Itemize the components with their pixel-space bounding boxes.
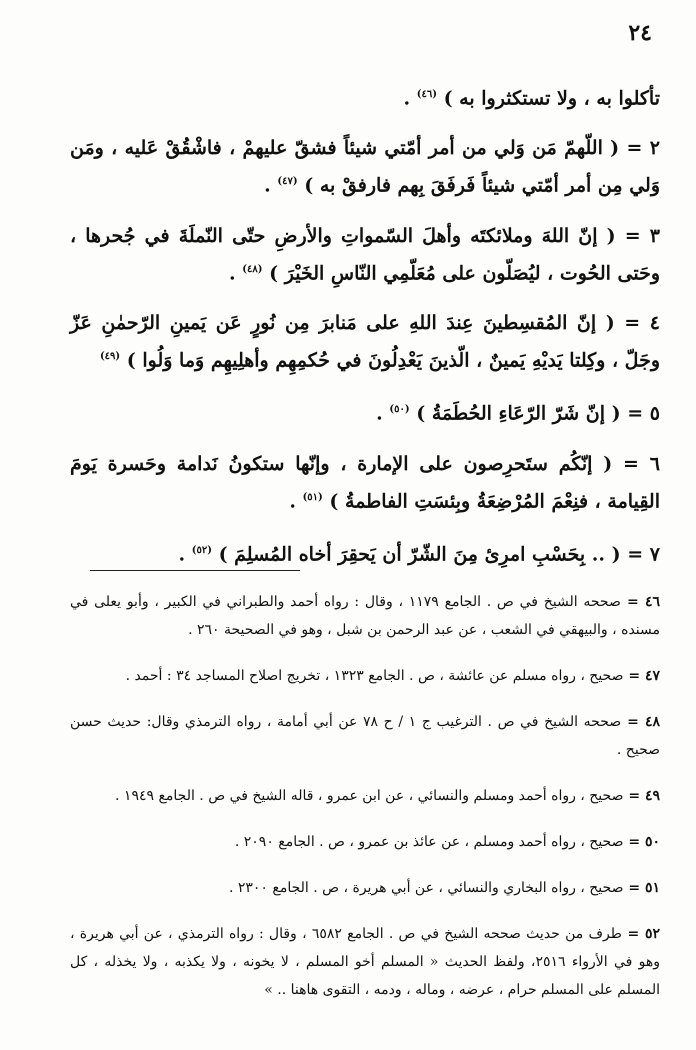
- hadith-number: ٦ =: [612, 452, 661, 475]
- footnote-text: صححه الشيخ في ص . الجامع ١١٧٩ ، وقال : رواه أحمد والطبراني في الكبير ، وأبو يعلى في مسنده ، والبيهقي في الشعب ، عن عبد الرحمن بن شبل ، وهو في الصحيحة ٢٦٠ .: [70, 594, 660, 638]
- footnote-number: ٥١ =: [623, 880, 660, 896]
- hadith-list: [70, 78, 660, 587]
- footnote: [70, 920, 660, 1004]
- footnote-text: صحيح ، رواه أحمد ومسلم ، عن عائذ بن عمرو ، ص . الجامع ٢٠٩٠ .: [234, 834, 624, 850]
- hadith-end: .: [229, 261, 243, 284]
- footnote-text: صحيح ، رواه مسلم عن عائشة ، ص . الجامع ١٣٢٣ ، تخريج اصلاح المساجد ٣٤ : أحمد .: [125, 668, 624, 684]
- hadith-end: .: [403, 87, 417, 110]
- footnote-divider: [90, 570, 300, 571]
- hadith-text: ( إنّ اللهَ وملائكتَه وأهلَ السّمواتِ والأرضِ حتّى النّملَةَ في جُحرها ، وحَتى الحُوت ، ليُصَلّون على مُعَلّمِي النّاسِ الخَيْرَ ): [70, 224, 660, 284]
- hadith-paragraph: [70, 219, 660, 290]
- book-page: [70, 18, 660, 1038]
- footnote-text: صحيح ، رواه البخاري والنسائي ، عن أبي هريرة ، ص . الجامع ٢٣٠٠ .: [228, 880, 624, 896]
- hadith-paragraph: [70, 78, 660, 115]
- footnote-ref[interactable]: (٤٩): [99, 350, 121, 362]
- footnote-ref[interactable]: (٥١): [302, 491, 323, 503]
- footnote: [70, 782, 660, 810]
- hadith-text: ( .. بِحَسْبِ امرِئ مِنَ الشّرّ أن يَحقِرَ أخاه المُسلِمَ ): [218, 543, 621, 566]
- footnote-ref[interactable]: (٤٦): [416, 89, 437, 100]
- footnote-text: صحيح ، رواه أحمد ومسلم والنسائي ، عن ابن عمرو ، قاله الشيخ في ص . الجامع ١٩٤٩ .: [115, 788, 624, 804]
- hadith-number: ٢ =: [619, 137, 660, 160]
- footnote: [70, 708, 660, 764]
- hadith-text: تأكلوا به ، ولا تستكثروا به ): [443, 87, 660, 110]
- hadith-number: ٤ =: [614, 311, 660, 334]
- footnote-number: ٤٩ =: [623, 788, 660, 804]
- footnote-ref[interactable]: (٤٨): [242, 263, 263, 275]
- hadith-paragraph: [70, 534, 660, 571]
- footnote-ref[interactable]: (٤٧): [277, 176, 298, 188]
- hadith-text: ( إنّ المُقسِطينَ عِندَ اللهِ على مَنابرَ مِن نُورٍ عَن يَمينِ الرّحمٰنِ عَزّ وجَلّ ، وكِلتا يَديْهِ يَمينٌ ، الّذينَ يَعْدِلُونَ في حُكمِهِم وأهلِيهِم وَما وَلُوا ): [70, 311, 660, 372]
- footnote: [70, 588, 660, 644]
- footnote-number: ٥٢ =: [621, 926, 660, 942]
- hadith-text: ( اللّهمّ مَن وَلي من أمر أمّتي شيئاً فشقّ عليهمْ ، فاشْقُقْ عَليه ، ومَن وَلي مِن أمر أمّتي شيئاً فَرفَقَ بِهم فارفقْ به ): [70, 137, 660, 197]
- hadith-number: ٧ =: [620, 543, 660, 566]
- footnote-ref[interactable]: (٥٢): [191, 544, 212, 556]
- footnote-number: ٤٧ =: [623, 668, 660, 684]
- hadith-number: ٣ =: [615, 224, 660, 247]
- footnotes: [70, 588, 660, 1022]
- footnote: [70, 828, 660, 856]
- hadith-paragraph: [70, 306, 660, 377]
- footnote-ref[interactable]: (٥٠): [389, 404, 410, 416]
- footnote-text: صححه الشيخ في ص . الترغيب ج ١ / ح ٧٨ عن أبي أمامة ، رواه الترمذي وقال: حديث حسن صحيح .: [70, 714, 660, 758]
- footnote: [70, 874, 660, 902]
- footnote-number: ٤٨ =: [621, 714, 661, 730]
- hadith-end: .: [178, 543, 192, 566]
- hadith-end: .: [289, 489, 303, 512]
- hadith-text: ( إنّكُم ستَحرِصون على الإمارة ، وإنّها ستكونُ نَدامة وحَسرة يَومَ القِيامة ، فنِعْمَ المُرْضِعَةُ وبِئسَتِ الفاطمةُ ): [70, 452, 660, 512]
- footnote-text: طرف من حديث صححه الشيخ في ص . الجامع ٦٥٨٢ ، وقال : رواه الترمذي ، عن أبي هريرة ، وهو في الأرواء ٢٥١٦، ولفظ الحديث « المسلم أخو المسلم ، لا يخونه ، ولا يكذبه ، ولا يخذله ، كل المسلم على المسلم حرام ، عرضه ، وماله ، ودمه ، التقوى هاهنا .. »: [70, 926, 660, 998]
- page-number: ٢٤: [628, 20, 652, 46]
- hadith-end: .: [376, 402, 390, 425]
- hadith-paragraph: [70, 131, 660, 202]
- hadith-end: .: [264, 174, 278, 197]
- hadith-text: ( إنّ شَرّ الرّعَاءِ الحُطَمَةُ ): [416, 402, 621, 425]
- hadith-paragraph: [70, 447, 660, 518]
- footnote-number: ٤٦ =: [620, 594, 660, 610]
- footnote-number: ٥٠ =: [623, 834, 660, 850]
- hadith-paragraph: [70, 393, 660, 430]
- hadith-number: ٥ =: [620, 402, 660, 425]
- footnote: [70, 662, 660, 690]
